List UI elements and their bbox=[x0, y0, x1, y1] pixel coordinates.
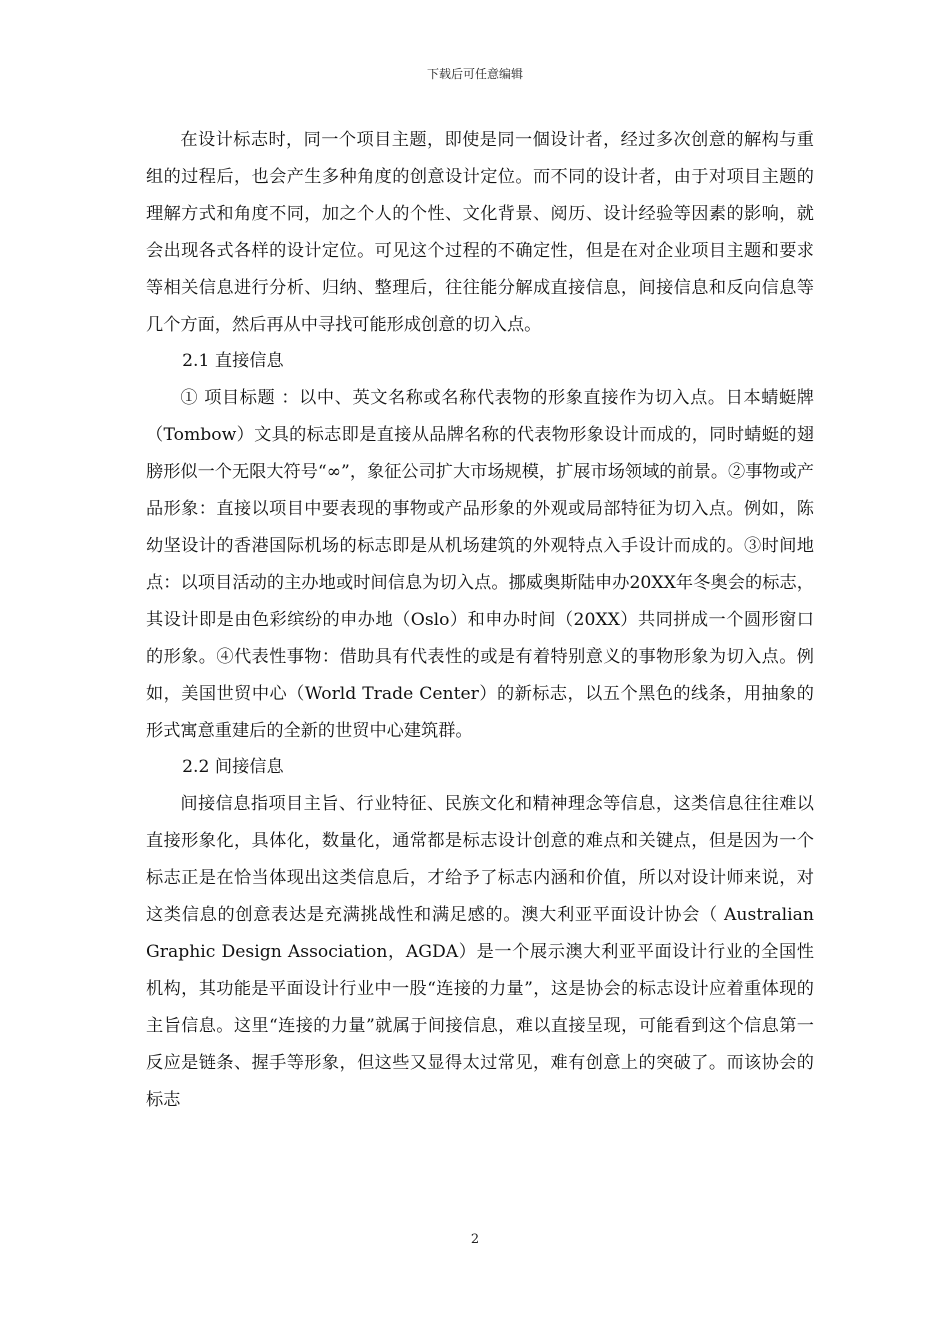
document-body bbox=[146, 122, 814, 1118]
paragraph-direct-info: ① 项目标题 ：以中、英文名称或名称代表物的形象直接作为切入点。日本蜻蜓牌（Tombow）文具的标志即是直接从品牌名称的代表物形象设计而成的，同时蜻蜓的翅膀形似一个无限大符号“∞”，象征公司扩大市场规模，扩展市场领域的前景。②事物或产品形象：直接以项目中要表现的事物或产品形象的外观或局部特征为切入点。例如，陈幼坚设计的香港国际机场的标志即是从机场建筑的外观特点入手设计而成的。③时间地点：以项目活动的主办地或时间信息为切入点。挪威奥斯陆申办20XX年冬奥会的标志，其设计即是由色彩缤纷的申办地（Oslo）和申办时间（20XX）共同拼成一个圆形窗口的形象。④代表性事物：借助具有代表性的或是有着特别意义的事物形象为切入点。例如，美国世贸中心（World Trade Center）的新标志，以五个黑色的线条，用抽象的形式寓意重建后的全新的世贸中心建筑群。 bbox=[146, 388, 814, 741]
section-heading-direct-info: 2.1 直接信息 bbox=[182, 351, 284, 372]
paragraph-indirect-info: 间接信息指项目主旨、行业特征、民族文化和精神理念等信息，这类信息往往难以直接形象化，具体化，数量化，通常都是标志设计创意的难点和关键点，但是因为一个标志正是在恰当体现出这类信息后，才给予了标志内涵和价值，所以对设计师来说，对这类信息的创意表达是充满挑战性和满足感的。澳大利亚平面设计协会（ Australian Graphic Design Association，AGDA）是一个展示澳大利亚平面设计行业的全国性机构，其功能是平面设计行业中一股“连接的力量”，这是协会的标志设计应着重体现的主旨信息。这里“连接的力量”就属于间接信息，难以直接呈现，可能看到这个信息第一反应是链条、握手等形象，但这些又显得太过常见，难有创意上的突破了。而该协会的标志 bbox=[146, 794, 814, 1110]
section-heading-indirect-info: 2.2 间接信息 bbox=[182, 757, 284, 778]
page-number: 2 bbox=[470, 1232, 480, 1247]
page-header: 下载后可任意编辑 bbox=[426, 67, 523, 81]
paragraph-intro: 在设计标志时，同一个项目主题，即使是同一個设计者，经过多次创意的解构与重组的过程后，也会产生多种角度的创意设计定位。而不同的设计者，由于对项目主题的理解方式和角度不同，加之个人的个性、文化背景、阅历、设计经验等因素的影响，就会出现各式各样的设计定位。可见这个过程的不确定性，但是在对企业项目主题和要求等相关信息进行分析、归纳、整理后，往往能分解成直接信息，间接信息和反向信息等几个方面，然后再从中寻找可能形成创意的切入点。 bbox=[146, 130, 814, 335]
